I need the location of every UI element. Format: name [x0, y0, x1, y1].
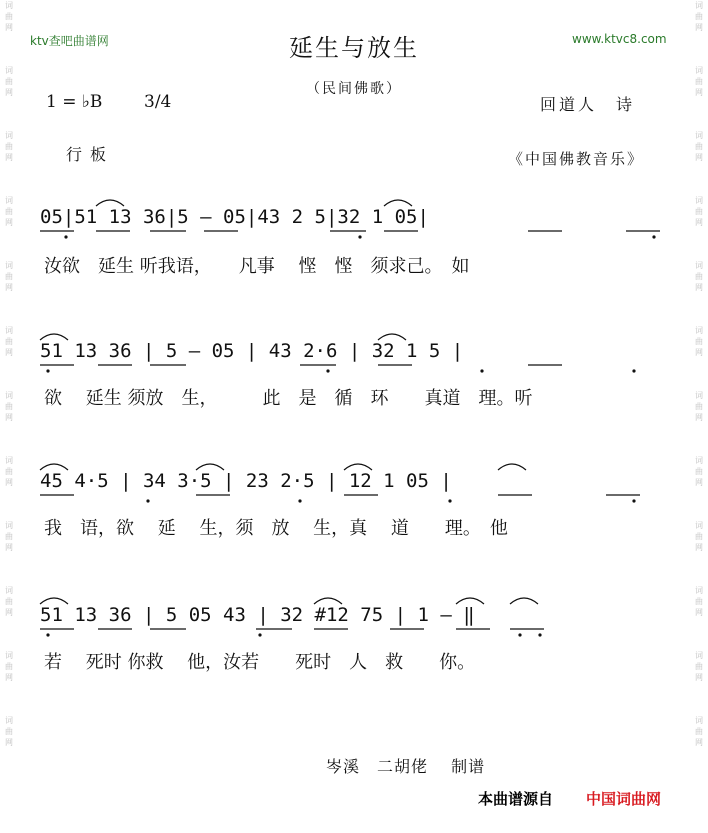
notation-line-3: 45 4·5 | 34 3·5 | 23 2·5 | 12 1 05 | — [40, 470, 452, 492]
watermark-text: 词曲网 — [5, 131, 13, 162]
watermark-text: 词曲网 — [695, 716, 703, 747]
lyrics-line-4: 若 死时 你救 他，汝若 死时 人 救 你。 — [44, 652, 476, 673]
slur-mark — [314, 598, 342, 604]
watermark-text: 词曲网 — [5, 586, 13, 617]
watermark-text: 词曲网 — [5, 716, 13, 747]
octave-dot — [632, 369, 635, 372]
song-title: 延生与放生 — [289, 34, 419, 62]
time-signature: 3/4 — [144, 92, 172, 112]
octave-dot — [46, 633, 49, 636]
watermark-text: 词曲网 — [695, 456, 703, 487]
site-link-right[interactable]: www.ktvc8.com — [572, 32, 667, 46]
watermark-text: 词曲网 — [5, 66, 13, 97]
source-book: 《中国佛教音乐》 — [508, 150, 645, 168]
lyrics-line-1: 汝欲 延生 听我语， 凡事 悭 悭 须求己。 如 — [44, 256, 470, 277]
slur-mark — [40, 598, 68, 604]
slur-mark — [40, 334, 68, 340]
watermark-text: 词曲网 — [695, 391, 703, 422]
slur-mark — [378, 334, 406, 340]
watermark-text: 词曲网 — [695, 586, 703, 617]
octave-dot — [146, 499, 149, 502]
watermark-text: 词曲网 — [5, 196, 13, 227]
key-signature: 1 = ♭B — [46, 92, 103, 112]
lyricist-credit: 回道人 诗 — [540, 95, 636, 114]
slur-mark — [196, 464, 224, 470]
watermark-text: 词曲网 — [695, 651, 703, 682]
slur-mark — [40, 464, 68, 470]
watermark-text: 词曲网 — [695, 131, 703, 162]
octave-dot — [46, 369, 49, 372]
notation-line-4: 51 13 36 | 5 05 43 | 32 #12 75 | 1 — ‖ — [40, 604, 475, 626]
slur-mark — [96, 200, 124, 206]
octave-dot — [258, 633, 261, 636]
watermark-text: 词曲网 — [695, 261, 703, 292]
octave-dot — [358, 235, 361, 238]
notation-line-1: 05|51 13 36|5 — 05|43 2 5|32 1 05| — [40, 206, 429, 228]
lyrics-line-3: 我 语，欲 延 生，须 放 生，真 道 理。 他 — [44, 518, 508, 539]
octave-dot — [326, 369, 329, 372]
watermark-text: 词曲网 — [5, 326, 13, 357]
arranger-credit: 岑溪 二胡佬 制谱 — [326, 757, 486, 776]
octave-dot — [652, 235, 655, 238]
watermark-text: 词曲网 — [5, 1, 13, 32]
watermark-text: 词曲网 — [695, 196, 703, 227]
watermark-text: 词曲网 — [695, 521, 703, 552]
watermark-text: 词曲网 — [5, 261, 13, 292]
notation-line-2: 51 13 36 | 5 — 05 | 43 2·6 | 32 1 5 | — [40, 340, 464, 362]
watermark-text: 词曲网 — [695, 66, 703, 97]
slur-mark — [510, 598, 538, 604]
octave-dot — [298, 499, 301, 502]
slur-mark — [384, 200, 412, 206]
octave-dot — [632, 499, 635, 502]
watermark-text: 词曲网 — [695, 326, 703, 357]
tempo-marking: 行板 — [66, 145, 115, 164]
octave-dot — [538, 633, 541, 636]
site-link-left[interactable]: ktv查吧曲谱网 — [30, 34, 109, 48]
slur-mark — [498, 464, 526, 470]
octave-dot — [480, 369, 483, 372]
watermark-text: 词曲网 — [5, 456, 13, 487]
octave-dot — [448, 499, 451, 502]
lyrics-line-2: 欲 延生 须放 生， 此 是 循 环 真道 理。听 — [44, 388, 533, 409]
song-subtitle: （民间佛歌） — [306, 81, 402, 97]
credit-label: 本曲谱源自 — [478, 790, 554, 808]
octave-dot — [64, 235, 67, 238]
watermark-text: 词曲网 — [5, 521, 13, 552]
credit-site-link[interactable]: 中国词曲网 — [586, 790, 662, 808]
watermark-text: 词曲网 — [5, 651, 13, 682]
watermark-text: 词曲网 — [695, 1, 703, 32]
watermark-text: 词曲网 — [5, 391, 13, 422]
octave-dot — [518, 633, 521, 636]
slur-mark — [456, 598, 484, 604]
slur-mark — [344, 464, 372, 470]
